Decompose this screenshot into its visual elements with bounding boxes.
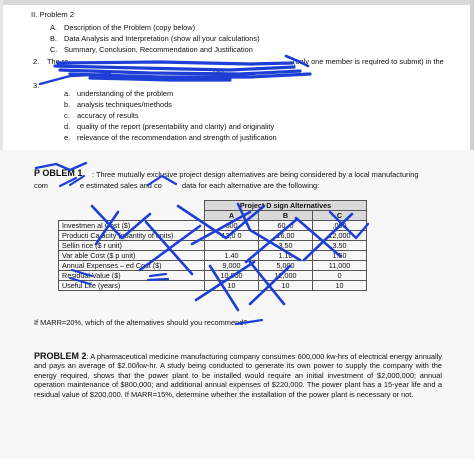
- table-cell: 10: [259, 281, 313, 291]
- problem-2-paragraph: [34, 352, 442, 399]
- table-cell: 3.50: [313, 241, 367, 251]
- criteria-letter: b.: [64, 100, 71, 109]
- row-label: Annual Expenses – ed Cost ($): [59, 261, 205, 271]
- table-cell: 11,000: [313, 261, 367, 271]
- table-cell: 60, 0: [259, 221, 313, 231]
- item-2-lead: The re: [47, 57, 69, 66]
- table-cell: 10: [205, 281, 259, 291]
- problem-2-title: PROBLEM 2: [34, 351, 87, 361]
- item-3-number: 3.: [33, 81, 40, 90]
- row-label: Producti Ca acity (quantity of units): [59, 231, 205, 241]
- scribble-stroke: [40, 74, 110, 84]
- criteria-letter: c.: [64, 111, 70, 120]
- alternatives-table: [58, 200, 367, 291]
- table-cell: 1.50: [313, 251, 367, 261]
- criteria-item: analysis techniques/methods: [77, 100, 172, 109]
- table-cell: 9,000: [205, 261, 259, 271]
- section-heading: II. Problem 2: [31, 10, 75, 19]
- list-item: Description of the Problem (copy below): [64, 23, 196, 32]
- table-cell: 12,000: [259, 271, 313, 281]
- criteria-item: relevance of the recommendation and strength of justification: [77, 133, 277, 142]
- row-label: Useful Life (years): [59, 281, 205, 291]
- row-label: Var able Cost ($ p unit): [59, 251, 205, 261]
- scribble-band: [55, 62, 310, 80]
- page-lower-shade: [0, 150, 474, 459]
- table-cell: 000: [205, 221, 259, 231]
- list-item-letter: B.: [50, 34, 57, 43]
- list-item: Data Analysis and Interpretation (show all your calculations): [64, 34, 260, 43]
- table-row: [59, 221, 367, 231]
- column-header: B: [259, 211, 313, 221]
- criteria-letter: a.: [64, 89, 71, 98]
- problem-1-title: P OBLEM 1: [34, 168, 83, 178]
- table-row: [59, 241, 367, 251]
- problem-2-text: : A pharmaceutical medicine manufacturing company consumes 600,000 kw-hrs of electrical energy annually and pays an average of $2.00/kw-hr. A study being conducted to generate its own power to supply the company with the energy required, shows that the power plant to be installed would require an initial investment of $2,000,000; annual operation maintenance of $800,000; and additional annual expenses of $220,000. The power plant has a 15-year life and a residual value of $200,000. If MARR=15%, determine whether the installation of the power plant is necessary or not.: [34, 352, 443, 399]
- table-cell: 10,000: [205, 271, 259, 281]
- table-cell: ,000: [313, 221, 367, 231]
- table-cell: [205, 241, 259, 251]
- criteria-item: understanding of the problem: [77, 89, 174, 98]
- problem-1-line-2c: data for each alternative are the following:: [182, 181, 320, 190]
- list-item-letter: A.: [50, 23, 57, 32]
- row-label: Investmen al Cost ($): [59, 221, 205, 231]
- problem-1-question: If MARR=20%, which of the alternatives should you recommend?: [34, 318, 248, 327]
- table-cell: 12,0 0: [205, 231, 259, 241]
- problem-1-line-1: : Three mutually exclusive project design alternatives are being considered by a local manufacturing: [92, 170, 419, 179]
- problem-1-line-2a: com: [34, 181, 48, 190]
- table-cell: 1.10: [259, 251, 313, 261]
- problem-1-line-2b: e estimated sales and co: [80, 181, 162, 190]
- table-corner: [59, 201, 205, 211]
- criteria-item: quality of the report (presentability and clarity) and originality: [77, 122, 275, 131]
- item-2-number: 2.: [33, 57, 40, 66]
- table-cell: 5,000: [259, 261, 313, 271]
- list-item-letter: C.: [50, 45, 58, 54]
- column-header: C: [313, 211, 367, 221]
- table-corner: [59, 211, 205, 221]
- column-header: A: [205, 211, 259, 221]
- list-item: Summary, Conclusion, Recommendation and Justification: [64, 45, 253, 54]
- table-cell: 0: [313, 271, 367, 281]
- criteria-letter: d.: [64, 122, 71, 131]
- criteria-letter: e.: [64, 133, 71, 142]
- table-row: [59, 251, 367, 261]
- table-cell: 10: [313, 281, 367, 291]
- table-cell: 12,000: [313, 231, 367, 241]
- table-row: [59, 281, 367, 291]
- item-2-pm: PM.: [213, 68, 227, 77]
- table-cell: 3.50: [259, 241, 313, 251]
- table-cell: 16,00: [259, 231, 313, 241]
- table-row: [59, 261, 367, 271]
- table-row: [59, 271, 367, 281]
- row-label: Residual Value ($): [59, 271, 205, 281]
- page-top-edge: [0, 0, 474, 5]
- row-label: Sellin rice ($ r unit): [59, 241, 205, 251]
- table-cell: 1.40: [205, 251, 259, 261]
- item-2-tail: (only one member is required to submit) in the: [293, 57, 444, 66]
- table-group-header: Project D sign Alternatives: [205, 201, 367, 211]
- criteria-item: accuracy of results: [77, 111, 139, 120]
- table-row: [59, 231, 367, 241]
